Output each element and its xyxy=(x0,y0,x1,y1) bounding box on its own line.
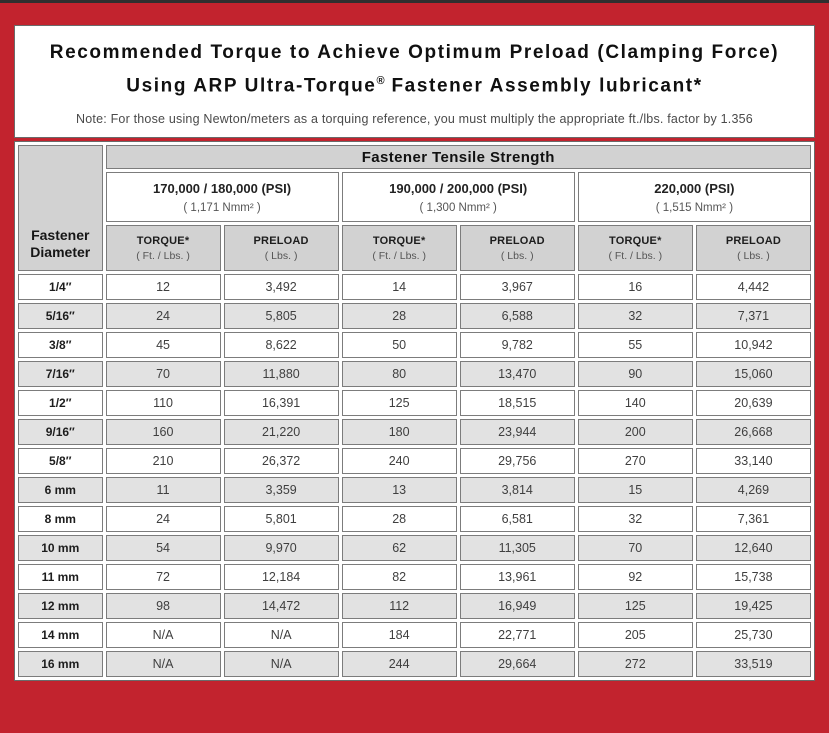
torque-value-cell: N/A xyxy=(106,651,221,677)
preload-column-header xyxy=(696,225,811,271)
preload-value-cell: 12,640 xyxy=(696,535,811,561)
torque-value-cell: 82 xyxy=(342,564,457,590)
preload-value-cell: 9,782 xyxy=(460,332,575,358)
preload-value-cell: 13,470 xyxy=(460,361,575,387)
diameter-cell: 7/16″ xyxy=(18,361,103,387)
preload-value-cell: 18,515 xyxy=(460,390,575,416)
nmm-rating-label: ( 1,515 Nmm² ) xyxy=(655,201,734,214)
preload-value-cell: 3,359 xyxy=(224,477,339,503)
preload-value-cell: 6,588 xyxy=(460,303,575,329)
column-header-label: PRELOAD xyxy=(489,234,545,247)
torque-value-cell: 15 xyxy=(578,477,693,503)
nmm-rating-label: ( 1,171 Nmm² ) xyxy=(183,201,261,214)
strength-groups-row xyxy=(18,172,811,222)
diameter-cell: 12 mm xyxy=(18,593,103,619)
torque-value-cell: 14 xyxy=(342,274,457,300)
preload-value-cell: N/A xyxy=(224,622,339,648)
table-row xyxy=(18,593,811,619)
preload-value-cell: 29,664 xyxy=(460,651,575,677)
preload-value-cell: 10,942 xyxy=(696,332,811,358)
preload-value-cell: 12,184 xyxy=(224,564,339,590)
torque-value-cell: 180 xyxy=(342,419,457,445)
torque-value-cell: 32 xyxy=(578,506,693,532)
torque-value-cell: 110 xyxy=(106,390,221,416)
diameter-cell: 9/16″ xyxy=(18,419,103,445)
column-header-label: PRELOAD xyxy=(725,234,781,247)
fastener-diameter-header-cell: Fastener Diameter xyxy=(18,145,103,271)
page-title-line2 xyxy=(15,67,814,100)
preload-value-cell: 15,060 xyxy=(696,361,811,387)
preload-value-cell: 14,472 xyxy=(224,593,339,619)
torque-value-cell: 140 xyxy=(578,390,693,416)
table-row xyxy=(18,448,811,474)
diameter-cell: 8 mm xyxy=(18,506,103,532)
psi-rating-label: 170,000 / 180,000 (PSI) xyxy=(153,180,292,196)
column-header-label: TORQUE* xyxy=(136,234,190,247)
column-header-label: TORQUE* xyxy=(609,234,662,247)
preload-value-cell: 9,970 xyxy=(224,535,339,561)
preload-value-cell: 21,220 xyxy=(224,419,339,445)
torque-value-cell: 55 xyxy=(578,332,693,358)
preload-value-cell: 8,622 xyxy=(224,332,339,358)
table-row xyxy=(18,477,811,503)
torque-value-cell: N/A xyxy=(106,622,221,648)
torque-value-cell: 125 xyxy=(578,593,693,619)
table-row xyxy=(18,506,811,532)
preload-value-cell: N/A xyxy=(224,651,339,677)
title-box xyxy=(14,25,815,138)
preload-column-header xyxy=(224,225,339,271)
table-row xyxy=(18,651,811,677)
preload-value-cell: 3,814 xyxy=(460,477,575,503)
torque-value-cell: 13 xyxy=(342,477,457,503)
psi-rating-label: 220,000 (PSI) xyxy=(654,180,735,196)
torque-value-cell: 244 xyxy=(342,651,457,677)
conversion-note: Note: For those using Newton/meters as a torquing reference, you must multiply the appropriate ft./lbs. factor by 1.356 xyxy=(76,112,753,127)
preload-value-cell: 33,140 xyxy=(696,448,811,474)
torque-value-cell: 184 xyxy=(342,622,457,648)
table-row xyxy=(18,274,811,300)
torque-value-cell: 11 xyxy=(106,477,221,503)
tensile-header-row xyxy=(18,145,811,169)
preload-value-cell: 3,967 xyxy=(460,274,575,300)
torque-column-header xyxy=(106,225,221,271)
torque-value-cell: 24 xyxy=(106,303,221,329)
column-header-unit: ( Ft. / Lbs. ) xyxy=(136,249,190,262)
torque-value-cell: 70 xyxy=(578,535,693,561)
torque-value-cell: 200 xyxy=(578,419,693,445)
preload-value-cell: 23,944 xyxy=(460,419,575,445)
torque-value-cell: 90 xyxy=(578,361,693,387)
column-header-unit: ( Lbs. ) xyxy=(737,249,770,262)
registered-trademark-symbol: ® xyxy=(376,75,385,87)
preload-value-cell: 11,880 xyxy=(224,361,339,387)
torque-value-cell: 32 xyxy=(578,303,693,329)
preload-value-cell: 6,581 xyxy=(460,506,575,532)
diameter-cell: 10 mm xyxy=(18,535,103,561)
torque-column-header xyxy=(342,225,457,271)
torque-value-cell: 70 xyxy=(106,361,221,387)
torque-value-cell: 98 xyxy=(106,593,221,619)
preload-value-cell: 20,639 xyxy=(696,390,811,416)
torque-value-cell: 45 xyxy=(106,332,221,358)
page-title-line1: Recommended Torque to Achieve Optimum Preload (Clamping Force) xyxy=(49,42,780,63)
torque-value-cell: 16 xyxy=(578,274,693,300)
strength-group-cell xyxy=(342,172,575,222)
preload-value-cell: 29,756 xyxy=(460,448,575,474)
column-header-unit: ( Ft. / Lbs. ) xyxy=(372,249,427,262)
preload-value-cell: 7,361 xyxy=(696,506,811,532)
torque-value-cell: 50 xyxy=(342,332,457,358)
table-row xyxy=(18,622,811,648)
diameter-cell: 1/4″ xyxy=(18,274,103,300)
table-row xyxy=(18,303,811,329)
preload-value-cell: 22,771 xyxy=(460,622,575,648)
strength-group-cell xyxy=(578,172,811,222)
preload-value-cell: 3,492 xyxy=(224,274,339,300)
preload-value-cell: 33,519 xyxy=(696,651,811,677)
column-headers-row xyxy=(18,225,811,271)
torque-value-cell: 240 xyxy=(342,448,457,474)
torque-value-cell: 92 xyxy=(578,564,693,590)
torque-value-cell: 270 xyxy=(578,448,693,474)
preload-value-cell: 26,372 xyxy=(224,448,339,474)
preload-value-cell: 16,949 xyxy=(460,593,575,619)
diameter-cell: 5/8″ xyxy=(18,448,103,474)
table-row xyxy=(18,390,811,416)
column-header-label: PRELOAD xyxy=(253,234,309,247)
preload-value-cell: 11,305 xyxy=(460,535,575,561)
preload-value-cell: 19,425 xyxy=(696,593,811,619)
table-row xyxy=(18,564,811,590)
diameter-cell: 11 mm xyxy=(18,564,103,590)
torque-value-cell: 12 xyxy=(106,274,221,300)
preload-value-cell: 26,668 xyxy=(696,419,811,445)
title-line2-text-after: Fastener Assembly lubricant* xyxy=(384,75,703,97)
torque-value-cell: 28 xyxy=(342,303,457,329)
preload-value-cell: 4,442 xyxy=(696,274,811,300)
diameter-cell: 1/2″ xyxy=(18,390,103,416)
preload-value-cell: 7,371 xyxy=(696,303,811,329)
torque-value-cell: 210 xyxy=(106,448,221,474)
torque-value-cell: 24 xyxy=(106,506,221,532)
torque-value-cell: 72 xyxy=(106,564,221,590)
torque-value-cell: 272 xyxy=(578,651,693,677)
table-row xyxy=(18,419,811,445)
torque-value-cell: 125 xyxy=(342,390,457,416)
torque-value-cell: 62 xyxy=(342,535,457,561)
torque-value-cell: 80 xyxy=(342,361,457,387)
table-header xyxy=(18,145,811,271)
column-header-unit: ( Ft. / Lbs. ) xyxy=(608,249,663,262)
preload-value-cell: 25,730 xyxy=(696,622,811,648)
torque-table-container xyxy=(14,141,815,681)
column-header-unit: ( Lbs. ) xyxy=(264,249,298,262)
tensile-strength-header-cell: Fastener Tensile Strength xyxy=(106,145,811,169)
diameter-cell: 3/8″ xyxy=(18,332,103,358)
title-line2-text: Using ARP Ultra-Torque xyxy=(126,75,377,97)
table-row xyxy=(18,332,811,358)
preload-value-cell: 4,269 xyxy=(696,477,811,503)
preload-column-header xyxy=(460,225,575,271)
preload-value-cell: 5,801 xyxy=(224,506,339,532)
torque-value-cell: 28 xyxy=(342,506,457,532)
preload-value-cell: 5,805 xyxy=(224,303,339,329)
torque-table xyxy=(15,142,814,680)
psi-rating-label: 190,000 / 200,000 (PSI) xyxy=(389,180,528,196)
preload-value-cell: 15,738 xyxy=(696,564,811,590)
torque-value-cell: 205 xyxy=(578,622,693,648)
nmm-rating-label: ( 1,300 Nmm² ) xyxy=(419,201,497,214)
torque-column-header xyxy=(578,225,693,271)
red-frame xyxy=(0,3,829,681)
preload-value-cell: 13,961 xyxy=(460,564,575,590)
preload-value-cell: 16,391 xyxy=(224,390,339,416)
torque-value-cell: 54 xyxy=(106,535,221,561)
torque-value-cell: 112 xyxy=(342,593,457,619)
table-row xyxy=(18,535,811,561)
torque-value-cell: 160 xyxy=(106,419,221,445)
diameter-cell: 6 mm xyxy=(18,477,103,503)
diameter-cell: 16 mm xyxy=(18,651,103,677)
table-body xyxy=(18,274,811,677)
column-header-label: TORQUE* xyxy=(372,234,426,247)
column-header-unit: ( Lbs. ) xyxy=(500,249,534,262)
strength-group-cell xyxy=(106,172,339,222)
diameter-cell: 5/16″ xyxy=(18,303,103,329)
diameter-cell: 14 mm xyxy=(18,622,103,648)
table-row xyxy=(18,361,811,387)
